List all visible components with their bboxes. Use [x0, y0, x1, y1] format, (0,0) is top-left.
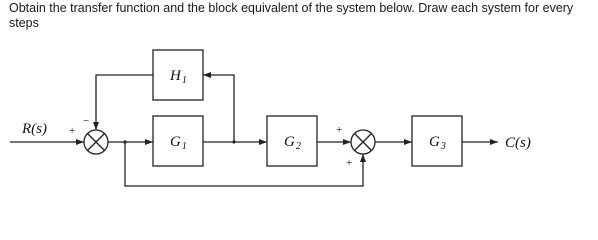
h1-to-junction1-arrow	[96, 75, 153, 130]
summing-junction-2	[351, 130, 375, 154]
g2-label: $G_2$	[284, 134, 301, 152]
h1-label: $H_1$	[170, 68, 187, 86]
junction2-bottom-plus-sign: +	[346, 157, 353, 169]
g3-label: $G_3$	[429, 134, 446, 152]
g1-label: $G_1$	[170, 134, 187, 152]
question-text: Obtain the transfer function and the block equivalent of the system below. Draw each system for every steps	[9, 1, 574, 30]
input-label: R(s)	[22, 121, 47, 137]
summing-junction-1	[84, 130, 108, 154]
output-label: C(s)	[505, 135, 531, 151]
pickoff-point-1	[232, 140, 235, 143]
pickoff-point-2	[123, 140, 126, 143]
junction1-minus-sign: −	[83, 115, 90, 127]
junction1-plus-sign: +	[69, 125, 76, 137]
junction2-left-plus-sign: +	[336, 124, 343, 136]
feedback-to-h1-arrow	[203, 75, 234, 142]
